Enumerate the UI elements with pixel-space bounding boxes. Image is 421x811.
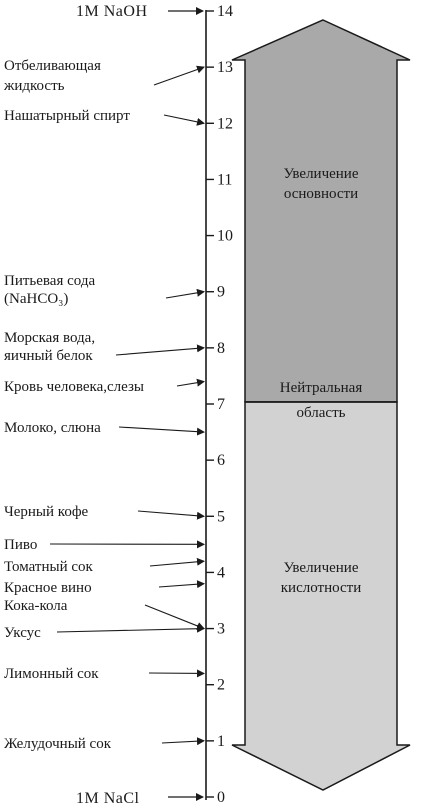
substance-label-4-line-0: Кровь человека,слезы bbox=[4, 379, 144, 395]
substance-pointer-arrow-5 bbox=[119, 427, 204, 432]
substance-pointer-arrow-9 bbox=[159, 584, 204, 587]
ph-tick-label-14: 14 bbox=[217, 3, 233, 20]
substance-pointer-arrow-2 bbox=[166, 292, 204, 298]
ph-tick-label-12: 12 bbox=[217, 115, 233, 132]
ph-tick-label-8: 8 bbox=[217, 340, 225, 357]
substance-label-12-line-0: Лимонный сок bbox=[4, 666, 99, 682]
ph-tick-label-4: 4 bbox=[217, 564, 225, 581]
substance-label-8-line-0: Томатный сок bbox=[4, 559, 94, 575]
ph-tick-label-11: 11 bbox=[217, 171, 232, 188]
acidic-region-label-2: кислотности bbox=[281, 580, 361, 596]
ph-tick-label-10: 10 bbox=[217, 228, 233, 245]
ph-ticks bbox=[206, 3, 233, 806]
substance-label-0-line-0: Отбеливающая bbox=[4, 58, 101, 74]
substance-label-9-line-0: Красное вино bbox=[4, 580, 92, 596]
substance-pointer-arrow-11 bbox=[57, 629, 204, 632]
substance-pointer-arrow-6 bbox=[138, 511, 204, 516]
substance-pointer-arrow-10 bbox=[145, 605, 204, 629]
acidic-region-arrow bbox=[232, 402, 410, 790]
naoh-label: 1M NaOH bbox=[76, 3, 148, 20]
substance-pointer-arrow-13 bbox=[162, 741, 204, 743]
substance-label-0-line-1: жидкость bbox=[3, 78, 65, 94]
substance-pointer-arrow-4 bbox=[177, 382, 204, 386]
ph-tick-label-5: 5 bbox=[217, 508, 225, 525]
substance-label-13-line-0: Желудочный сок bbox=[4, 736, 112, 752]
basic-region-arrow bbox=[232, 20, 410, 402]
substance-pointer-arrow-3 bbox=[116, 348, 204, 355]
basic-region-label-1: Увеличение bbox=[283, 166, 358, 182]
substance-label-5-line-0: Молоко, слюна bbox=[4, 420, 101, 436]
substance-label-1-line-0: Нашатырный спирт bbox=[4, 108, 130, 124]
substance-label-6-line-0: Черный кофе bbox=[4, 504, 89, 520]
substance-pointer-arrow-0 bbox=[154, 67, 204, 85]
substance-label-2-line-0: Питьевая сода bbox=[4, 273, 95, 289]
substance-label-3-line-1: яичный белок bbox=[4, 348, 93, 364]
substance-label-11-line-0: Уксус bbox=[4, 625, 41, 641]
acidic-region-label-1: Увеличение bbox=[283, 560, 358, 576]
substance-label-3-line-0: Морская вода, bbox=[4, 330, 95, 346]
ph-tick-label-1: 1 bbox=[217, 733, 225, 750]
ph-tick-label-0: 0 bbox=[217, 789, 225, 806]
ph-tick-label-7: 7 bbox=[217, 396, 225, 413]
substance-label-10-line-0: Кока-кола bbox=[4, 598, 68, 614]
basic-region-label-2: основности bbox=[284, 186, 358, 202]
substance-labels bbox=[3, 58, 204, 752]
substance-label-2-line-1: (NaHCO₃) bbox=[4, 291, 68, 307]
nacl-label: 1M NaCl bbox=[76, 790, 140, 806]
ph-tick-label-2: 2 bbox=[217, 677, 225, 694]
ph-tick-label-13: 13 bbox=[217, 59, 233, 76]
substance-pointer-arrow-8 bbox=[150, 561, 204, 566]
ph-tick-label-9: 9 bbox=[217, 284, 225, 301]
substance-label-7-line-0: Пиво bbox=[4, 537, 37, 553]
neutral-region-label-1: Нейтральная bbox=[280, 380, 363, 396]
neutral-region-label-2: область bbox=[297, 405, 346, 421]
substance-pointer-arrow-1 bbox=[164, 115, 204, 123]
ph-tick-label-3: 3 bbox=[217, 621, 225, 638]
ph-tick-label-6: 6 bbox=[217, 452, 225, 469]
